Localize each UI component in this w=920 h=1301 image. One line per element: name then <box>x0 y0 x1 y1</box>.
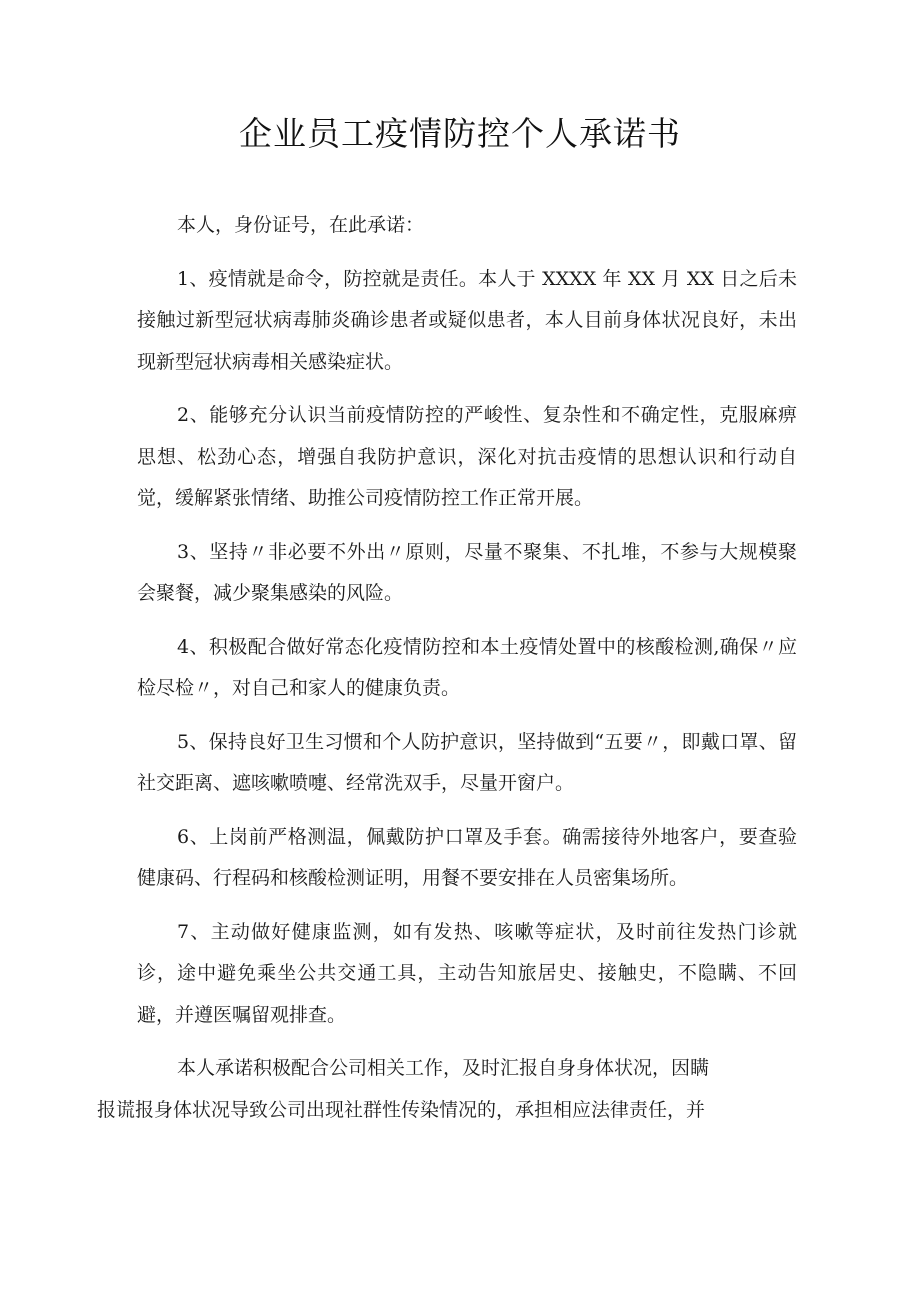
item-paragraph-6: 6、上岗前严格测温，佩戴防护口罩及手套。确需接待外地客户，要查验健康码、行程码和核酸检测证明，用餐不要安排在人员密集场所。 <box>137 825 797 889</box>
document-title: 企业员工疫情防控个人承诺书 <box>239 114 681 153</box>
intro-paragraph: 本人，身份证号，在此承诺： <box>177 214 425 236</box>
item-paragraph-7: 7、主动做好健康监测，如有发热、咳嗽等症状，及时前往发热门诊就诊，途中避免乘坐公共交通工具，主动告知旅居史、接触史，不隐瞒、不回避，并遵医嘱留观排查。 <box>137 920 797 1026</box>
item-paragraph-5: 5、保持良好卫生习惯和个人防护意识，坚持做到“五要〃，即戴口罩、留社交距离、遮咳嗽喷嚏、经常洗双手，尽量开窗户。 <box>137 730 797 794</box>
item-paragraph-3: 3、坚持〃非必要不外出〃原则，尽量不聚集、不扎堆，不参与大规模聚会聚餐，减少聚集感染的风险。 <box>137 540 797 604</box>
closing-line-2: 报谎报身体状况导致公司出现社群性传染情况的，承担相应法律责任，并 <box>97 1098 706 1121</box>
document-body <box>97 205 797 1143</box>
closing-paragraph <box>97 1048 797 1131</box>
item-paragraph-1: 1、疫情就是命令，防控就是责任。本人于 XXXX 年 XX 月 XX 日之后未接触过新型冠状病毒肺炎确诊患者或疑似患者，本人目前身体状况良好，未出现新型冠状病毒相关感染症状。 <box>137 267 797 373</box>
item-paragraph-2: 2、能够充分认识当前疫情防控的严峻性、复杂性和不确定性，克服麻痹思想、松劲心态，增强自我防护意识，深化对抗击疫情的思想认识和行动自觉，缓解紧张情绪、助推公司疫情防控工作正常开展。 <box>137 404 797 509</box>
item-paragraph-4: 4、积极配合做好常态化疫情防控和本土疫情处置中的核酸检测,确保〃应检尽检〃，对自己和家人的健康负责。 <box>137 635 797 699</box>
closing-line-1: 本人承诺积极配合公司相关工作，及时汇报自身身体状况，因瞒 <box>177 1057 710 1079</box>
